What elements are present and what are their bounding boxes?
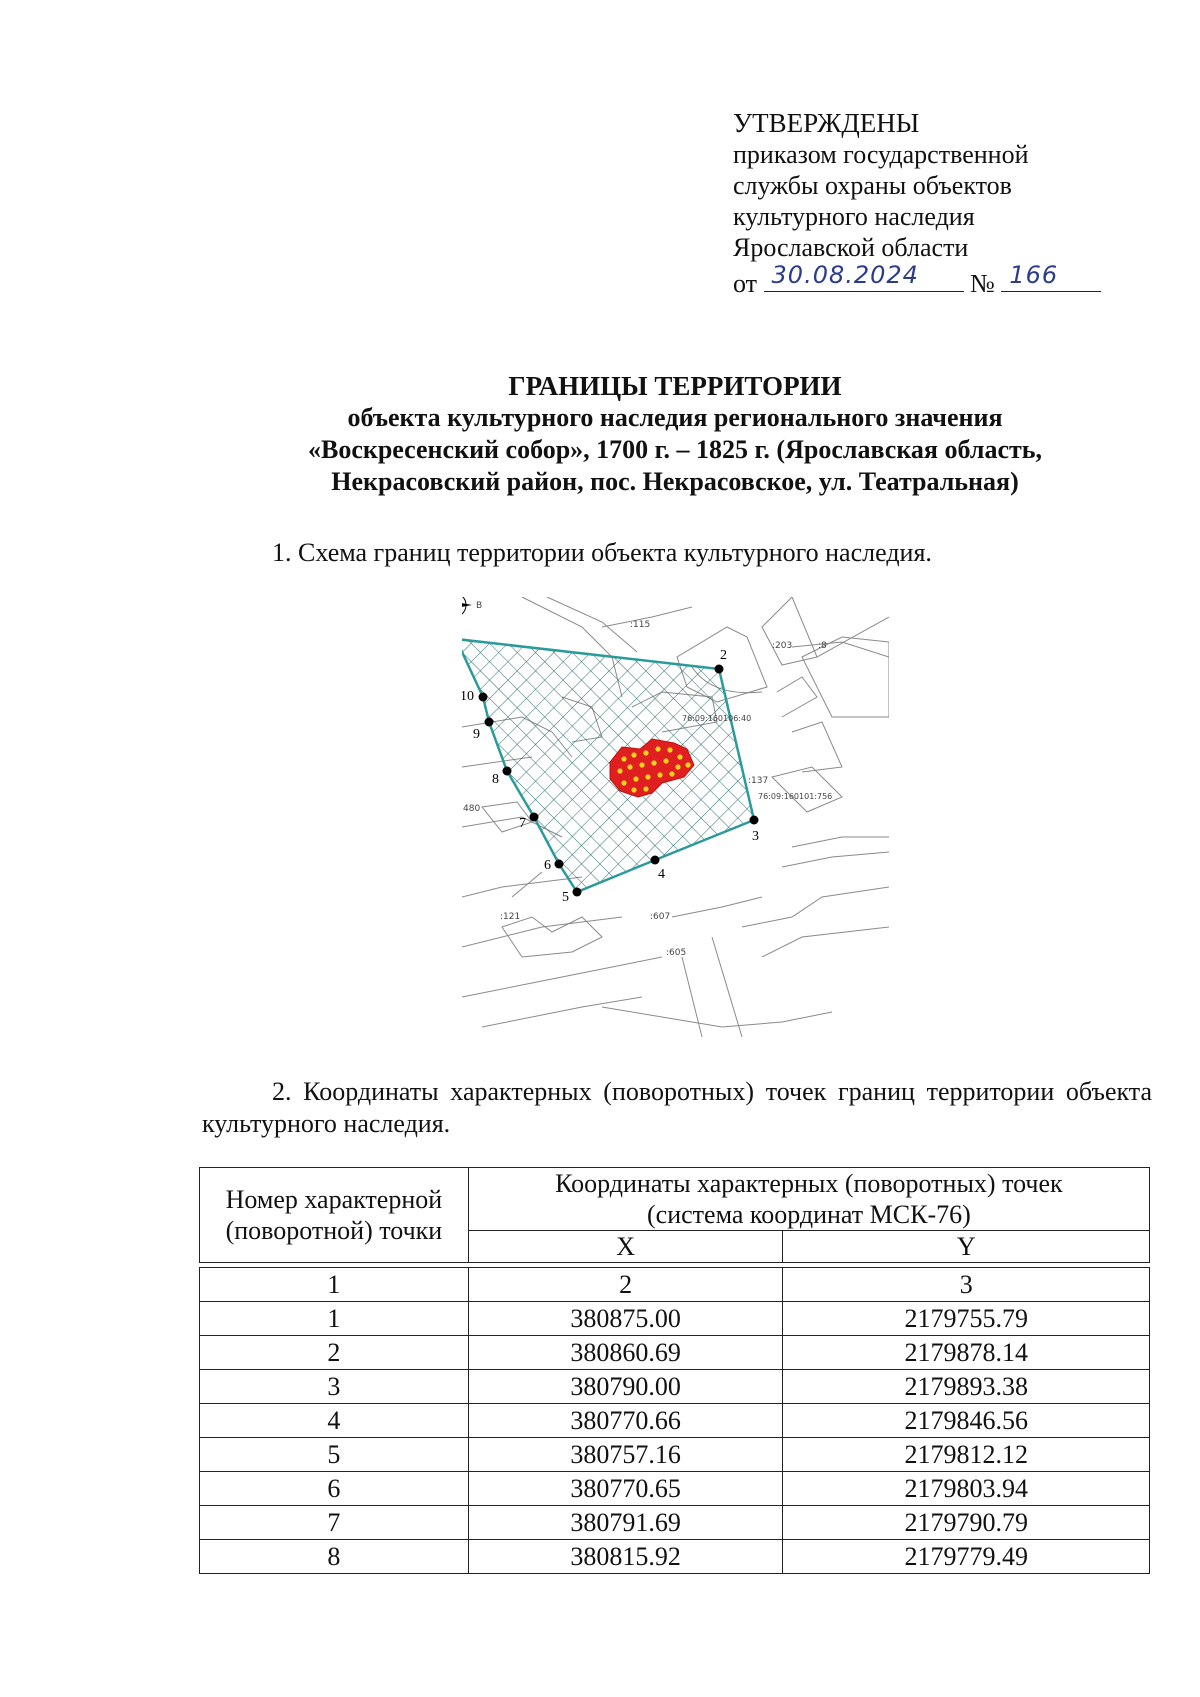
compass-rose-icon <box>462 597 472 623</box>
section-1-heading: 1. Схема границ территории объекта культурного наследия. <box>272 538 932 567</box>
boundary-map <box>462 597 889 1037</box>
title-heading: ГРАНИЦЫ ТЕРРИТОРИИ <box>508 371 842 401</box>
table-row <box>200 1336 1150 1370</box>
vertex-label: 3 <box>752 829 759 844</box>
table-row <box>200 1506 1150 1540</box>
title-line: Некрасовский район, пос. Некрасовское, ул. Театральная) <box>331 467 1019 496</box>
cadastral-label: 76:09:160101:756 <box>758 792 833 801</box>
y-cell: 2179893.38 <box>783 1370 1150 1404</box>
point-cell: 8 <box>200 1540 469 1574</box>
x-header: X <box>468 1231 783 1263</box>
approval-line: культурного наследия <box>733 202 975 231</box>
y-cell: 2179846.56 <box>783 1404 1150 1438</box>
point-cell: 2 <box>200 1336 469 1370</box>
point-cell: 6 <box>200 1472 469 1506</box>
table-row <box>200 1472 1150 1506</box>
map-svg <box>462 597 889 1037</box>
table-row <box>200 1370 1150 1404</box>
x-cell: 380757.16 <box>468 1438 783 1472</box>
point-cell: 4 <box>200 1404 469 1438</box>
group-header-line: (система координат МСК-76) <box>647 1200 971 1229</box>
table-row <box>200 1540 1150 1574</box>
numbering-cell: 2 <box>468 1268 783 1302</box>
table-row <box>200 1404 1150 1438</box>
approval-date-line <box>733 263 1153 299</box>
vertex-label: 9 <box>473 727 480 742</box>
document-title <box>200 370 1150 498</box>
y-cell: 2179755.79 <box>783 1302 1150 1336</box>
approval-line: службы охраны объектов <box>733 171 1012 200</box>
vertex-label: 5 <box>562 890 569 905</box>
section-2-text: 2. Координаты характерных (поворотных) точек границ территории объекта культурного наследия. <box>202 1077 1152 1138</box>
x-cell: 380770.66 <box>468 1404 783 1438</box>
point-cell: 7 <box>200 1506 469 1540</box>
vertex-label: 6 <box>544 858 551 873</box>
section-2-heading <box>202 1076 1152 1140</box>
coordinates-table <box>199 1167 1150 1574</box>
handwritten-number: 166 <box>1009 261 1059 289</box>
table-row <box>200 1302 1150 1336</box>
numbering-cell: 3 <box>783 1268 1150 1302</box>
compass-east: В <box>476 601 483 611</box>
parcel-label: :605 <box>666 948 687 958</box>
parcel-label: :607 <box>650 912 671 922</box>
title-line: объекта культурного наследия регионального значения <box>347 403 1003 432</box>
date-prefix: от <box>733 269 758 298</box>
numbering-row <box>200 1268 1150 1302</box>
point-cell: 3 <box>200 1370 469 1404</box>
approval-line: Ярославской области <box>733 233 969 262</box>
title-line: «Воскресенский собор», 1700 г. – 1825 г. (Ярославская область, <box>307 435 1043 464</box>
y-cell: 2179779.49 <box>783 1540 1150 1574</box>
parcel-label: :480 <box>462 804 481 814</box>
parcel-label: :115 <box>630 620 651 630</box>
parcel-label: :137 <box>748 776 769 786</box>
approval-block <box>733 108 1153 299</box>
numbering-cell: 1 <box>200 1268 469 1302</box>
y-cell: 2179803.94 <box>783 1472 1150 1506</box>
table-row <box>200 1438 1150 1472</box>
approval-line: приказом государственной <box>733 140 1029 169</box>
point-number-header: Номер характерной (поворотной) точки <box>200 1168 469 1263</box>
x-cell: 380790.00 <box>468 1370 783 1404</box>
y-cell: 2179878.14 <box>783 1336 1150 1370</box>
point-cell: 1 <box>200 1302 469 1336</box>
approval-title: УТВЕРЖДЕНЫ <box>733 108 920 138</box>
coordinates-group-header <box>468 1168 1149 1231</box>
vertex-label: 10 <box>462 689 474 704</box>
number-prefix: № <box>970 269 995 298</box>
y-cell: 2179812.12 <box>783 1438 1150 1472</box>
x-cell: 380815.92 <box>468 1540 783 1574</box>
number-field <box>1001 263 1101 292</box>
parcel-label: :121 <box>500 912 521 922</box>
cadastral-label: 76:09:160106:40 <box>682 714 752 723</box>
point-cell: 5 <box>200 1438 469 1472</box>
date-field <box>764 263 964 292</box>
vertex-label: 7 <box>519 816 526 831</box>
territory-boundary <box>462 639 754 892</box>
vertex-label: 2 <box>720 648 727 663</box>
x-cell: 380791.69 <box>468 1506 783 1540</box>
vertex-label: 8 <box>492 772 499 787</box>
x-cell: 380875.00 <box>468 1302 783 1336</box>
x-cell: 380770.65 <box>468 1472 783 1506</box>
y-header: Y <box>783 1231 1150 1263</box>
y-cell: 2179790.79 <box>783 1506 1150 1540</box>
parcel-label: :203 <box>772 641 793 651</box>
group-header-line: Координаты характерных (поворотных) точек <box>555 1169 1063 1198</box>
vertex-label: 4 <box>658 867 665 882</box>
parcel-label: :8 <box>818 641 827 651</box>
handwritten-date: 30.08.2024 <box>771 261 919 289</box>
x-cell: 380860.69 <box>468 1336 783 1370</box>
